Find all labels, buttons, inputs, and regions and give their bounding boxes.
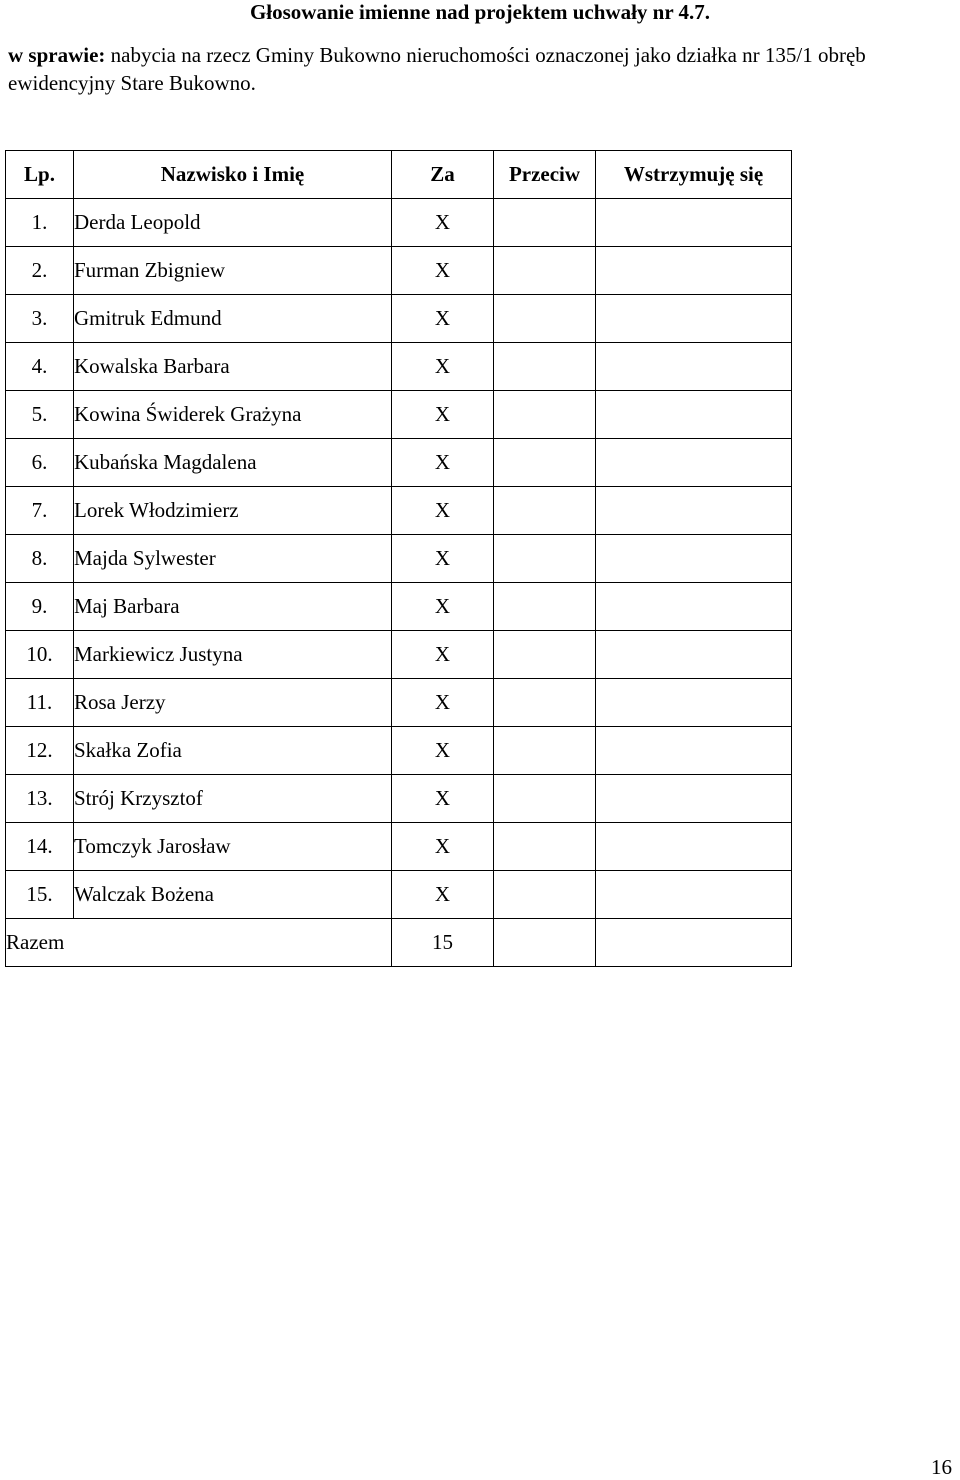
- row-lp: 11.: [6, 679, 74, 727]
- row-przeciw: [494, 679, 596, 727]
- row-za: X: [392, 871, 494, 919]
- row-za: X: [392, 583, 494, 631]
- table-row: [6, 343, 792, 391]
- row-lp: 4.: [6, 343, 74, 391]
- total-label: Razem: [6, 919, 392, 967]
- row-name: Strój Krzysztof: [74, 775, 392, 823]
- row-przeciw: [494, 343, 596, 391]
- row-lp: 13.: [6, 775, 74, 823]
- row-lp: 7.: [6, 487, 74, 535]
- table-row: [6, 823, 792, 871]
- table-row: [6, 727, 792, 775]
- row-lp: 2.: [6, 247, 74, 295]
- row-name: Gmitruk Edmund: [74, 295, 392, 343]
- row-za: X: [392, 391, 494, 439]
- row-za: X: [392, 535, 494, 583]
- row-wstrzymuje: [596, 247, 792, 295]
- row-name: Maj Barbara: [74, 583, 392, 631]
- subject-text: nabycia na rzecz Gminy Bukowno nieruchomości oznaczonej jako działka nr 135/1 obręb ewidencyjny Stare Bukowno.: [8, 43, 866, 95]
- row-name: Kowalska Barbara: [74, 343, 392, 391]
- table-row: [6, 439, 792, 487]
- row-name: Kubańska Magdalena: [74, 439, 392, 487]
- row-name: Kowina Świderek Grażyna: [74, 391, 392, 439]
- total-przeciw: [494, 919, 596, 967]
- row-wstrzymuje: [596, 583, 792, 631]
- row-lp: 3.: [6, 295, 74, 343]
- row-przeciw: [494, 823, 596, 871]
- row-lp: 1.: [6, 199, 74, 247]
- row-wstrzymuje: [596, 679, 792, 727]
- row-za: X: [392, 439, 494, 487]
- row-przeciw: [494, 775, 596, 823]
- row-za: X: [392, 727, 494, 775]
- row-przeciw: [494, 295, 596, 343]
- header-name: Nazwisko i Imię: [74, 151, 392, 199]
- row-name: Tomczyk Jarosław: [74, 823, 392, 871]
- subject-label: w sprawie:: [8, 43, 106, 67]
- table-row: [6, 199, 792, 247]
- table-row: [6, 775, 792, 823]
- header-przeciw: Przeciw: [494, 151, 596, 199]
- table-row: [6, 583, 792, 631]
- row-name: Walczak Bożena: [74, 871, 392, 919]
- row-name: Derda Leopold: [74, 199, 392, 247]
- row-za: X: [392, 631, 494, 679]
- row-name: Lorek Włodzimierz: [74, 487, 392, 535]
- row-przeciw: [494, 199, 596, 247]
- row-wstrzymuje: [596, 199, 792, 247]
- row-przeciw: [494, 871, 596, 919]
- row-za: X: [392, 199, 494, 247]
- row-za: X: [392, 679, 494, 727]
- row-lp: 6.: [6, 439, 74, 487]
- total-za: 15: [392, 919, 494, 967]
- row-przeciw: [494, 487, 596, 535]
- row-przeciw: [494, 247, 596, 295]
- row-name: Furman Zbigniew: [74, 247, 392, 295]
- table-row: [6, 871, 792, 919]
- row-name: Majda Sylwester: [74, 535, 392, 583]
- row-lp: 10.: [6, 631, 74, 679]
- vote-table: [5, 150, 792, 967]
- page-number: 16: [931, 1455, 952, 1479]
- row-za: X: [392, 487, 494, 535]
- row-za: X: [392, 343, 494, 391]
- row-name: Markiewicz Justyna: [74, 631, 392, 679]
- table-row: [6, 247, 792, 295]
- table-row: [6, 487, 792, 535]
- table-row: [6, 679, 792, 727]
- row-lp: 12.: [6, 727, 74, 775]
- row-wstrzymuje: [596, 727, 792, 775]
- row-za: X: [392, 295, 494, 343]
- row-przeciw: [494, 535, 596, 583]
- row-za: X: [392, 247, 494, 295]
- row-przeciw: [494, 439, 596, 487]
- row-wstrzymuje: [596, 487, 792, 535]
- row-wstrzymuje: [596, 343, 792, 391]
- header-wstrzymuje: Wstrzymuję się: [596, 151, 792, 199]
- row-za: X: [392, 823, 494, 871]
- row-wstrzymuje: [596, 871, 792, 919]
- row-wstrzymuje: [596, 439, 792, 487]
- row-przeciw: [494, 727, 596, 775]
- table-row: [6, 535, 792, 583]
- document-title: Głosowanie imienne nad projektem uchwały nr 4.7.: [249, 0, 711, 24]
- row-lp: 8.: [6, 535, 74, 583]
- table-row: [6, 295, 792, 343]
- row-za: X: [392, 775, 494, 823]
- row-przeciw: [494, 583, 596, 631]
- row-wstrzymuje: [596, 295, 792, 343]
- row-lp: 5.: [6, 391, 74, 439]
- row-lp: 14.: [6, 823, 74, 871]
- table-header-row: [6, 151, 792, 199]
- table-row: [6, 631, 792, 679]
- row-name: Skałka Zofia: [74, 727, 392, 775]
- total-row: [6, 919, 792, 967]
- table-row: [6, 391, 792, 439]
- row-wstrzymuje: [596, 823, 792, 871]
- row-wstrzymuje: [596, 391, 792, 439]
- row-wstrzymuje: [596, 535, 792, 583]
- row-lp: 15.: [6, 871, 74, 919]
- row-wstrzymuje: [596, 631, 792, 679]
- row-przeciw: [494, 631, 596, 679]
- resolution-subject: [8, 41, 948, 97]
- total-wstrzymuje: [596, 919, 792, 967]
- header-za: Za: [392, 151, 494, 199]
- row-name: Rosa Jerzy: [74, 679, 392, 727]
- header-lp: Lp.: [6, 151, 74, 199]
- row-wstrzymuje: [596, 775, 792, 823]
- row-lp: 9.: [6, 583, 74, 631]
- row-przeciw: [494, 391, 596, 439]
